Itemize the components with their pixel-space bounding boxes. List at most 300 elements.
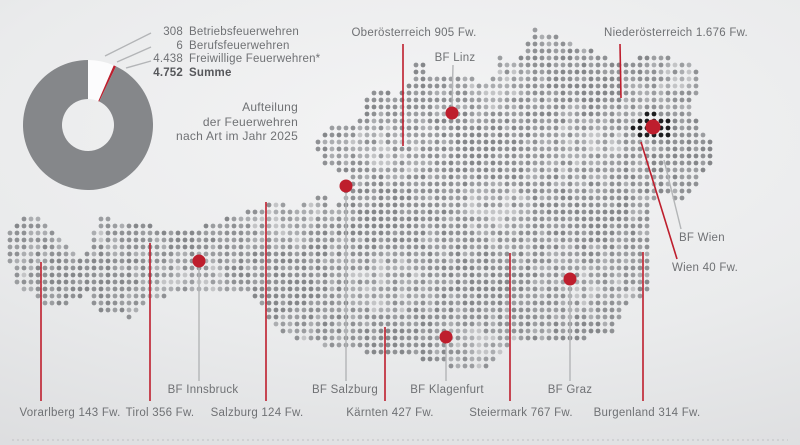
map-dot (540, 231, 545, 236)
map-dot (540, 217, 545, 222)
map-dot (407, 84, 412, 89)
map-dot (414, 84, 419, 89)
map-dot (414, 105, 419, 110)
caption-line: Aufteilung (242, 100, 298, 114)
map-dot (428, 126, 433, 131)
map-dot (365, 161, 370, 166)
map-dot (512, 245, 517, 250)
map-dot (78, 280, 83, 285)
map-dot (323, 252, 328, 257)
map-dot (512, 182, 517, 187)
map-dot (491, 119, 496, 124)
map-dot (624, 210, 629, 215)
map-dot (589, 287, 594, 292)
map-dot (442, 231, 447, 236)
map-dot (638, 245, 643, 250)
map-dot (547, 273, 552, 278)
map-dot (428, 196, 433, 201)
map-dot (561, 147, 566, 152)
map-dot (127, 273, 132, 278)
map-dot (288, 308, 293, 313)
map-dot (624, 217, 629, 222)
map-dot (379, 154, 384, 159)
map-dot (435, 294, 440, 299)
map-dot (134, 301, 139, 306)
map-dot (456, 238, 461, 243)
map-dot (470, 273, 475, 278)
map-dot (218, 238, 223, 243)
map-dot (498, 329, 503, 334)
map-dot (400, 315, 405, 320)
label-bf-graz: BF Graz (547, 384, 593, 396)
map-dot (449, 273, 454, 278)
map-dot (540, 175, 545, 180)
map-dot (582, 217, 587, 222)
map-dot (22, 259, 27, 264)
map-dot (22, 224, 27, 229)
map-dot (575, 168, 580, 173)
map-dot (652, 196, 657, 201)
map-dot (540, 161, 545, 166)
map-dot (421, 84, 426, 89)
map-dot (449, 252, 454, 257)
map-dot (92, 294, 97, 299)
map-dot (414, 126, 419, 131)
map-dot (680, 196, 685, 201)
map-dot (407, 147, 412, 152)
map-dot (610, 133, 615, 138)
map-dot (316, 140, 321, 145)
map-dot (561, 84, 566, 89)
map-dot (638, 119, 643, 124)
map-dot (456, 175, 461, 180)
map-dot (400, 210, 405, 215)
map-dot (638, 231, 643, 236)
city-marker-bf-linz (446, 107, 459, 120)
map-dot (407, 350, 412, 355)
map-dot (449, 189, 454, 194)
map-dot (547, 105, 552, 110)
map-dot (617, 112, 622, 117)
map-dot (407, 294, 412, 299)
map-dot (281, 315, 286, 320)
map-dot (491, 105, 496, 110)
map-dot (463, 91, 468, 96)
map-dot (463, 238, 468, 243)
map-dot (498, 259, 503, 264)
map-dot (547, 56, 552, 61)
map-dot (365, 273, 370, 278)
map-dot (533, 140, 538, 145)
map-dot (435, 168, 440, 173)
map-dot (610, 168, 615, 173)
map-dot (421, 266, 426, 271)
map-dot (295, 301, 300, 306)
map-dot (365, 231, 370, 236)
map-dot (337, 126, 342, 131)
city-marker-bf-innsbruck (193, 255, 206, 268)
map-dot (645, 63, 650, 68)
map-dot (414, 77, 419, 82)
map-dot (505, 147, 510, 152)
map-dot (421, 98, 426, 103)
map-dot (484, 105, 489, 110)
map-dot (435, 119, 440, 124)
map-dot (407, 343, 412, 348)
map-dot (498, 252, 503, 257)
map-dot (456, 364, 461, 369)
map-dot (498, 322, 503, 327)
map-dot (512, 329, 517, 334)
map-dot (645, 280, 650, 285)
map-dot (610, 217, 615, 222)
map-dot (92, 259, 97, 264)
map-dot (554, 336, 559, 341)
map-dot (351, 245, 356, 250)
map-dot (386, 147, 391, 152)
map-dot (99, 294, 104, 299)
map-dot (547, 210, 552, 215)
map-dot (666, 70, 671, 75)
map-dot (337, 322, 342, 327)
map-dot (512, 154, 517, 159)
map-dot (428, 84, 433, 89)
map-dot (561, 154, 566, 159)
map-dot (624, 238, 629, 243)
map-dot (288, 245, 293, 250)
map-dot (316, 301, 321, 306)
map-dot (456, 308, 461, 313)
map-dot (365, 350, 370, 355)
map-dot (400, 224, 405, 229)
map-dot (260, 252, 265, 257)
map-dot (617, 252, 622, 257)
map-dot (386, 280, 391, 285)
map-dot (477, 259, 482, 264)
map-dot (323, 259, 328, 264)
map-dot (421, 77, 426, 82)
map-dot (463, 168, 468, 173)
map-dot (519, 84, 524, 89)
map-dot (610, 329, 615, 334)
map-dot (519, 91, 524, 96)
map-dot (484, 329, 489, 334)
map-dot (379, 322, 384, 327)
map-dot (92, 266, 97, 271)
map-dot (596, 252, 601, 257)
map-dot (568, 161, 573, 166)
map-dot (533, 217, 538, 222)
map-dot (358, 329, 363, 334)
map-dot (393, 217, 398, 222)
map-dot (323, 301, 328, 306)
map-dot (344, 168, 349, 173)
map-dot (36, 259, 41, 264)
map-dot (456, 252, 461, 257)
map-dot (610, 273, 615, 278)
map-dot (449, 126, 454, 131)
map-dot (330, 315, 335, 320)
map-dot (484, 112, 489, 117)
map-dot (512, 336, 517, 341)
map-dot (64, 252, 69, 257)
map-dot (162, 294, 167, 299)
map-dot (43, 294, 48, 299)
map-dot (288, 217, 293, 222)
map-dot (351, 196, 356, 201)
map-dot (652, 154, 657, 159)
map-dot (631, 217, 636, 222)
map-dot (414, 294, 419, 299)
map-dot (330, 245, 335, 250)
map-dot (323, 133, 328, 138)
map-dot (631, 280, 636, 285)
map-dot (99, 245, 104, 250)
map-dot (694, 161, 699, 166)
map-dot (645, 273, 650, 278)
map-dot (456, 280, 461, 285)
map-dot (680, 112, 685, 117)
map-dot (323, 224, 328, 229)
map-dot (36, 245, 41, 250)
map-dot (533, 28, 538, 33)
map-dot (568, 182, 573, 187)
map-dot (603, 189, 608, 194)
map-dot (491, 308, 496, 313)
label-bf-wien: BF Wien (679, 232, 725, 244)
map-dot (540, 63, 545, 68)
map-dot (484, 161, 489, 166)
map-dot (477, 245, 482, 250)
map-dot (260, 301, 265, 306)
map-dot (449, 133, 454, 138)
map-dot (78, 259, 83, 264)
map-dot (288, 238, 293, 243)
map-dot (435, 350, 440, 355)
map-dot (134, 231, 139, 236)
map-dot (225, 280, 230, 285)
map-dot (50, 266, 55, 271)
map-dot (162, 252, 167, 257)
map-dot (554, 196, 559, 201)
map-dot (64, 287, 69, 292)
map-dot (680, 70, 685, 75)
map-dot (309, 308, 314, 313)
legend-label: Betriebsfeuerwehren (189, 26, 299, 38)
map-dot (239, 238, 244, 243)
map-dot (512, 231, 517, 236)
map-dot (631, 189, 636, 194)
map-dot (638, 252, 643, 257)
map-dot (386, 105, 391, 110)
map-dot (484, 224, 489, 229)
map-dot (309, 294, 314, 299)
map-dot (484, 364, 489, 369)
city-marker-bf-graz (564, 273, 577, 286)
map-dot (659, 119, 664, 124)
map-dot (442, 84, 447, 89)
map-dot (92, 252, 97, 257)
map-dot (323, 280, 328, 285)
map-dot (260, 210, 265, 215)
map-dot (162, 231, 167, 236)
map-dot (71, 273, 76, 278)
map-dot (477, 294, 482, 299)
map-dot (358, 343, 363, 348)
map-dot (113, 252, 118, 257)
map-dot (428, 168, 433, 173)
map-dot (659, 56, 664, 61)
map-dot (526, 287, 531, 292)
map-dot (267, 210, 272, 215)
map-dot (526, 112, 531, 117)
map-dot (617, 238, 622, 243)
map-dot (99, 287, 104, 292)
map-dot (463, 203, 468, 208)
map-dot (512, 203, 517, 208)
map-dot (393, 259, 398, 264)
map-dot (603, 238, 608, 243)
map-dot (477, 168, 482, 173)
map-dot (281, 322, 286, 327)
map-dot (533, 168, 538, 173)
map-dot (512, 119, 517, 124)
map-dot (323, 217, 328, 222)
map-dot (631, 105, 636, 110)
map-dot (477, 133, 482, 138)
map-dot (323, 245, 328, 250)
map-dot (596, 105, 601, 110)
map-dot (351, 343, 356, 348)
map-dot (547, 119, 552, 124)
map-dot (694, 175, 699, 180)
map-dot (533, 280, 538, 285)
map-dot (631, 84, 636, 89)
map-dot (589, 329, 594, 334)
map-dot (295, 210, 300, 215)
map-dot (351, 301, 356, 306)
map-dot (365, 294, 370, 299)
map-dot (540, 336, 545, 341)
map-dot (358, 259, 363, 264)
map-dot (190, 252, 195, 257)
legend-label: Berufsfeuerwehren (189, 39, 290, 52)
map-dot (540, 266, 545, 271)
map-dot (232, 259, 237, 264)
map-dot (253, 287, 258, 292)
map-dot (575, 329, 580, 334)
map-dot (316, 217, 321, 222)
map-dot (603, 154, 608, 159)
map-dot (498, 140, 503, 145)
map-dot (470, 203, 475, 208)
map-dot (498, 98, 503, 103)
map-dot (603, 98, 608, 103)
map-dot (442, 105, 447, 110)
map-dot (113, 266, 118, 271)
map-dot (379, 98, 384, 103)
map-dot (407, 98, 412, 103)
map-dot (568, 196, 573, 201)
map-dot (162, 273, 167, 278)
map-dot (624, 70, 629, 75)
map-dot (666, 98, 671, 103)
map-dot (337, 315, 342, 320)
map-dot (463, 196, 468, 201)
map-dot (393, 105, 398, 110)
map-dot (407, 287, 412, 292)
map-dot (379, 329, 384, 334)
map-dot (589, 91, 594, 96)
map-dot (470, 315, 475, 320)
map-dot (400, 217, 405, 222)
map-dot (127, 259, 132, 264)
map-dot (582, 196, 587, 201)
map-dot (617, 245, 622, 250)
map-dot (589, 168, 594, 173)
map-dot (582, 238, 587, 243)
map-dot (554, 322, 559, 327)
map-dot (582, 112, 587, 117)
map-dot (43, 301, 48, 306)
map-dot (631, 224, 636, 229)
map-dot (610, 231, 615, 236)
map-dot (141, 287, 146, 292)
map-dot (505, 343, 510, 348)
map-dot (393, 308, 398, 313)
caption-line: nach Art im Jahr 2025 (176, 129, 298, 143)
map-dot (225, 266, 230, 271)
map-dot (85, 273, 90, 278)
map-dot (498, 56, 503, 61)
map-dot (540, 168, 545, 173)
map-dot (358, 252, 363, 257)
map-dot (267, 315, 272, 320)
map-dot (666, 140, 671, 145)
map-dot (8, 252, 13, 257)
map-dot (617, 161, 622, 166)
map-dot (470, 196, 475, 201)
map-dot (456, 273, 461, 278)
map-dot (652, 77, 657, 82)
map-dot (575, 203, 580, 208)
map-dot (463, 294, 468, 299)
map-dot (232, 280, 237, 285)
map-dot (610, 287, 615, 292)
map-dot (533, 105, 538, 110)
map-dot (330, 210, 335, 215)
map-dot (421, 287, 426, 292)
map-dot (323, 273, 328, 278)
map-dot (568, 112, 573, 117)
map-dot (435, 238, 440, 243)
map-dot (288, 287, 293, 292)
label-niederoesterreich: Niederösterreich 1.676 Fw. (604, 27, 748, 39)
map-dot (442, 245, 447, 250)
map-dot (603, 175, 608, 180)
map-dot (680, 98, 685, 103)
map-dot (316, 196, 321, 201)
map-dot (43, 252, 48, 257)
map-dot (470, 322, 475, 327)
map-dot (400, 252, 405, 257)
map-dot (414, 182, 419, 187)
map-dot (22, 252, 27, 257)
map-dot (533, 210, 538, 215)
map-dot (617, 273, 622, 278)
map-dot (351, 210, 356, 215)
map-dot (57, 280, 62, 285)
